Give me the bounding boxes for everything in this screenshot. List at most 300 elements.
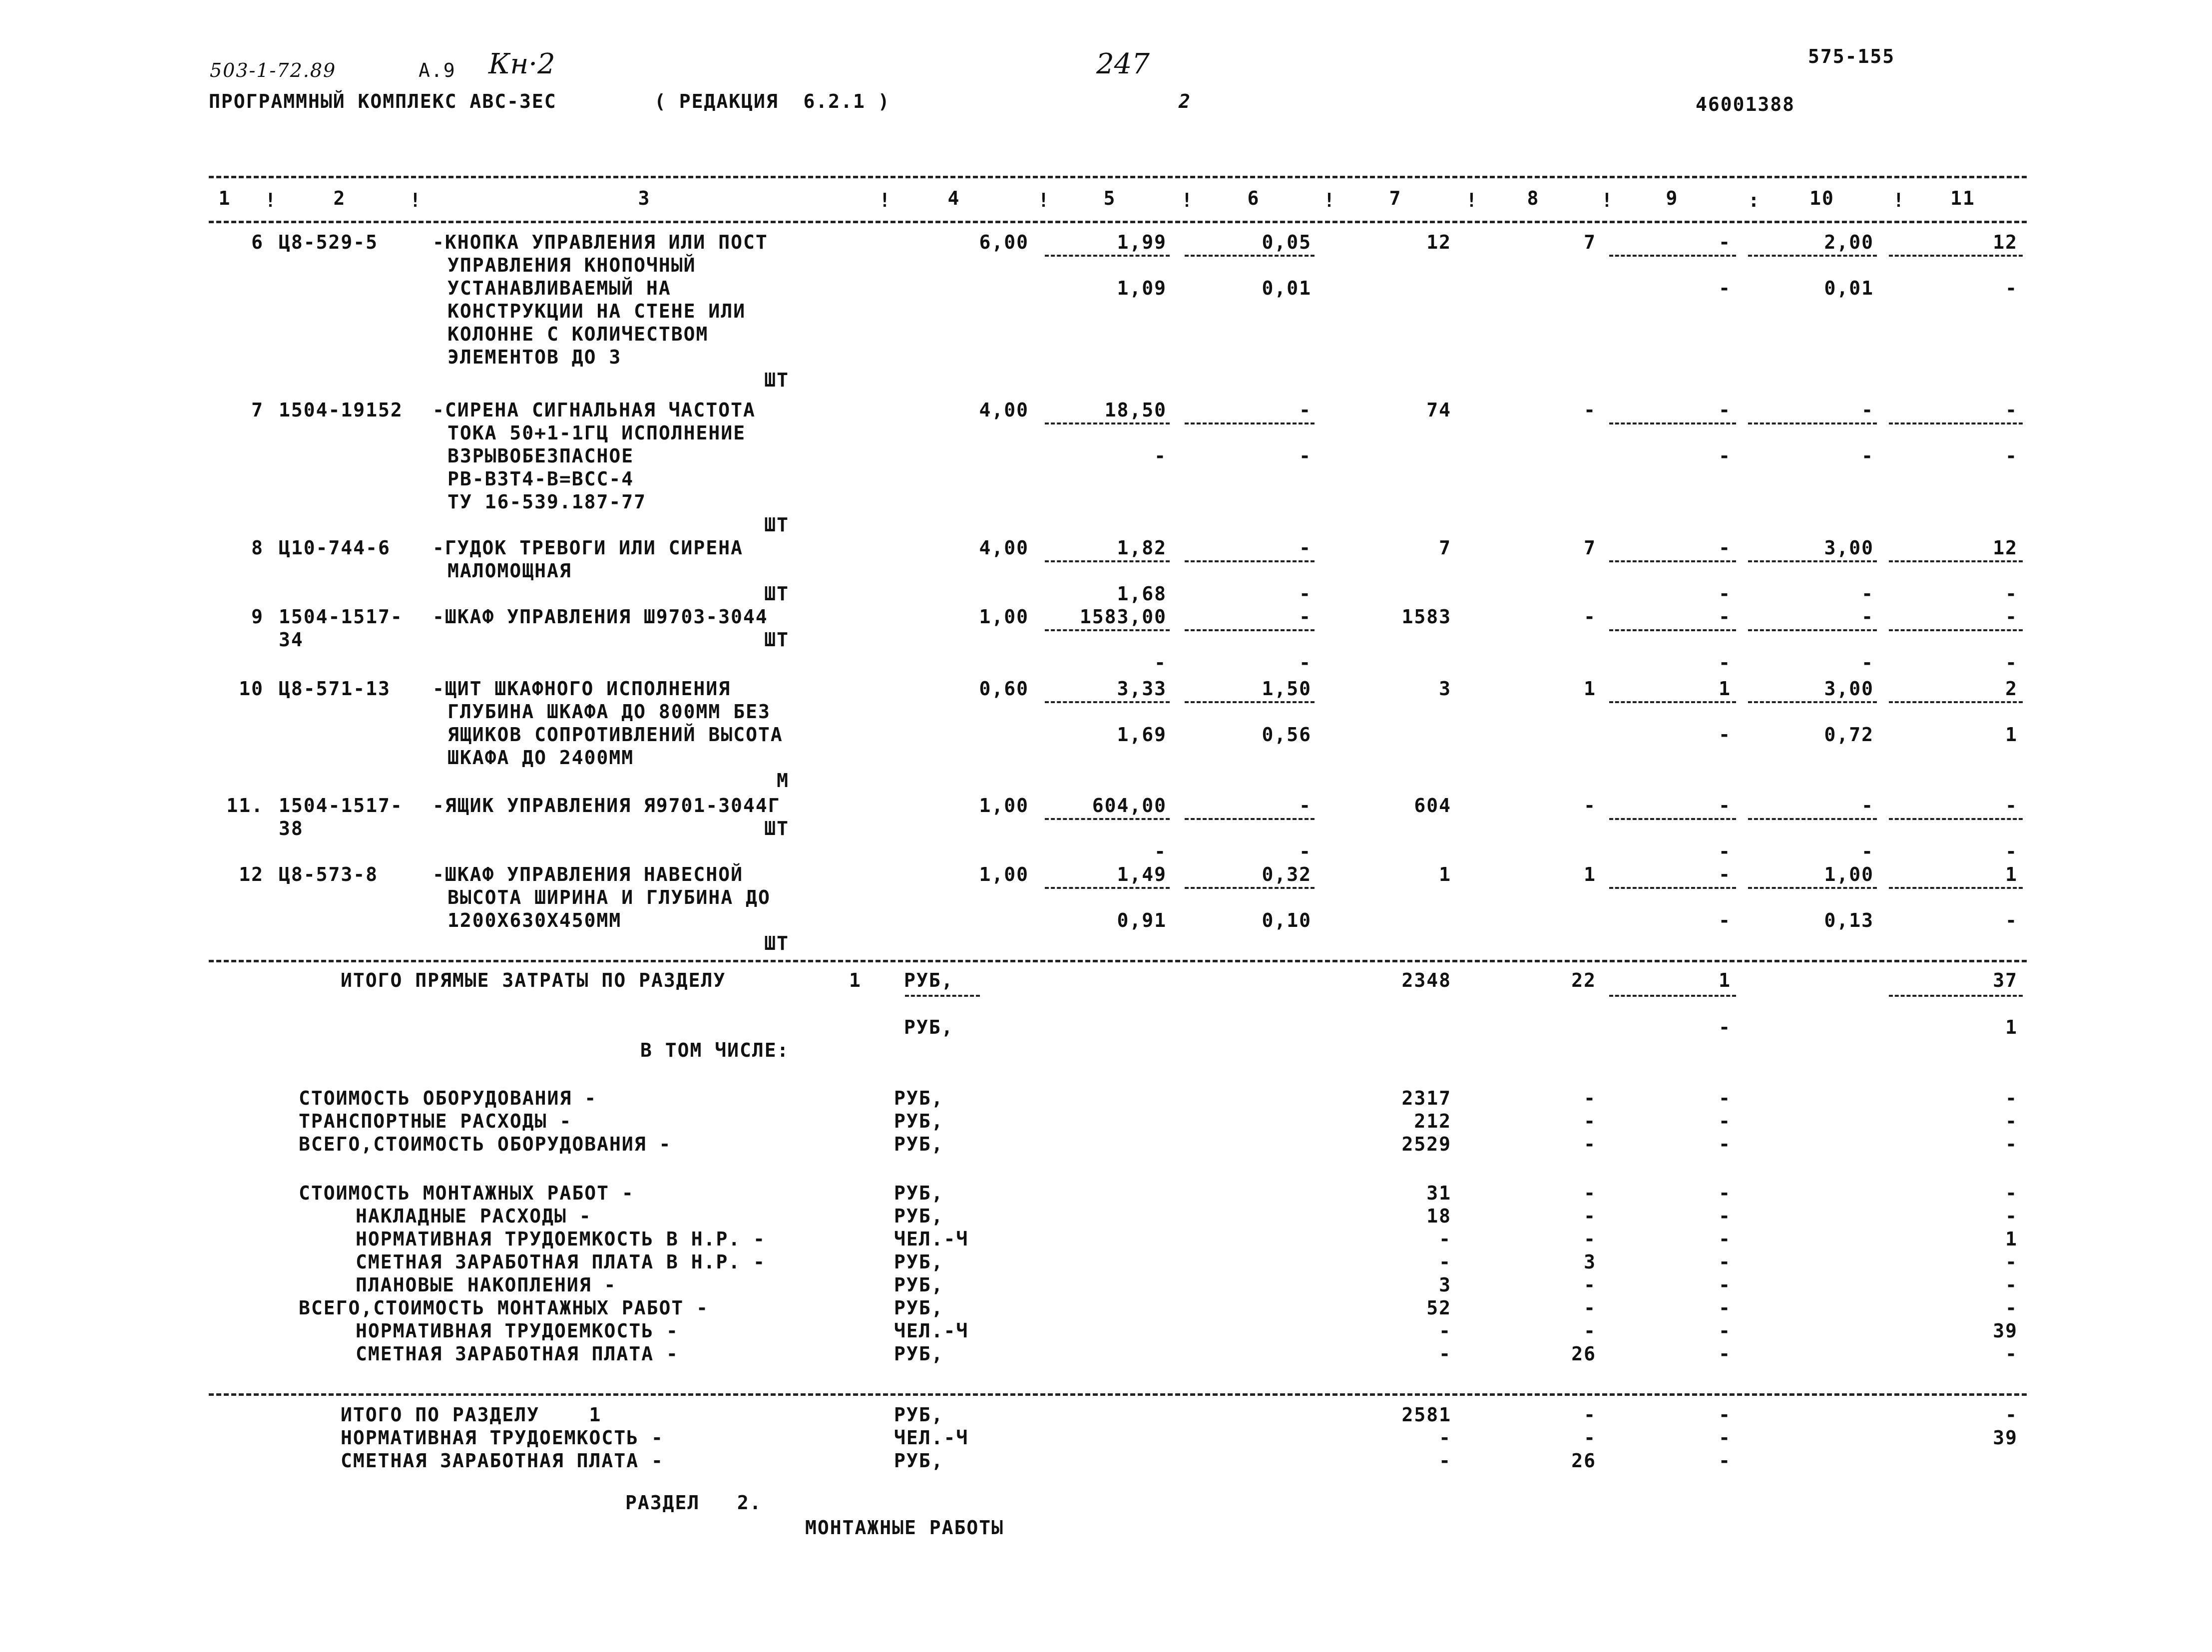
row-unit: ШТ	[764, 369, 789, 391]
summary-label: ПЛАНОВЫЕ НАКОПЛЕНИЯ -	[356, 1274, 617, 1296]
summary-col9: -	[1719, 1133, 1731, 1155]
summary-col7: 3	[1439, 1274, 1451, 1296]
col11-cell: 12	[1993, 231, 2018, 253]
row-number: 9	[251, 606, 264, 628]
total-cost-cell: 7	[1439, 537, 1451, 559]
final-unit: РУБ,	[894, 1404, 944, 1426]
summary-col11: -	[2005, 1133, 2018, 1155]
summary-label: ТРАНСПОРТНЫЕ РАСХОДЫ -	[299, 1110, 572, 1132]
col11-cell: 1	[2005, 863, 2018, 885]
summary-col7: -	[1439, 1320, 1451, 1342]
cell-divider	[1185, 701, 1315, 703]
col10-sub-cell: 0,13	[1824, 909, 1874, 931]
col6-cell: -	[1299, 399, 1312, 421]
col11-cell: 2	[2005, 678, 2018, 700]
col8-cell: -	[1584, 795, 1596, 817]
total-cost-cell: 74	[1426, 399, 1451, 421]
column-header-5: 5	[1103, 187, 1116, 209]
col6-wage-cell: 0,56	[1262, 724, 1312, 746]
summary-unit: РУБ,	[894, 1274, 944, 1296]
summary-col9: -	[1719, 1182, 1731, 1204]
col9-cell: -	[1719, 795, 1731, 817]
cell-divider	[1889, 255, 2023, 257]
cell-divider	[1185, 629, 1315, 631]
row-unit: ШТ	[764, 932, 789, 954]
summary-col9: -	[1719, 1343, 1731, 1365]
summary-col7: -	[1439, 1343, 1451, 1365]
col8-cell: 1	[1584, 678, 1596, 700]
col6-wage-cell: -	[1299, 652, 1312, 674]
row-description: ТУ 16-539.187-77	[447, 491, 647, 513]
direct-total-section: 1	[849, 969, 862, 991]
summary-col11: -	[2005, 1297, 2018, 1319]
col10-cell: 2,00	[1824, 231, 1874, 253]
row-number: 7	[251, 399, 264, 421]
cell-divider	[1748, 422, 1877, 424]
summary-col8: -	[1584, 1133, 1596, 1155]
row-description: -ГУДОК ТРЕВОГИ ИЛИ СИРЕНА	[433, 537, 743, 559]
direct-total-unit: РУБ,	[904, 969, 954, 991]
row-code: 1504-19152	[279, 399, 403, 421]
row-unit: ШТ	[764, 629, 789, 651]
final-unit: РУБ,	[894, 1450, 944, 1472]
unit-price-wage-cell: 0,91	[1117, 909, 1167, 931]
summary-col9: -	[1719, 1320, 1731, 1342]
col11-cell: 12	[1993, 537, 2018, 559]
unit-price-cell: 1,99	[1117, 231, 1167, 253]
summary-unit: РУБ,	[894, 1205, 944, 1227]
col10-sub-cell: -	[1861, 652, 1874, 674]
total-cost-cell: 604	[1414, 795, 1451, 817]
cell-divider	[1889, 422, 2023, 424]
summary-col7: 31	[1426, 1182, 1451, 1204]
col11-cell: -	[2005, 399, 2018, 421]
col9-cell: 1	[1719, 678, 1731, 700]
cell-divider	[1748, 255, 1877, 257]
col10-cell: -	[1861, 795, 1874, 817]
row-description: КОНСТРУКЦИИ НА СТЕНЕ ИЛИ	[447, 300, 746, 322]
unit-price-cell: 1583,00	[1079, 606, 1167, 628]
row-code: Ц8-571-13	[279, 678, 391, 700]
unit-price-wage-cell: -	[1154, 445, 1167, 467]
col10-cell: -	[1861, 606, 1874, 628]
row-number: 10	[239, 678, 264, 700]
col10-cell: 3,00	[1824, 678, 1874, 700]
summary-label: СТОИМОСТЬ МОНТАЖНЫХ РАБОТ -	[299, 1182, 634, 1204]
summary-col11: -	[2005, 1343, 2018, 1365]
summary-label: НОРМАТИВНАЯ ТРУДОЕМКОСТЬ В Н.Р. -	[356, 1228, 766, 1250]
unit-price-cell: 18,50	[1104, 399, 1167, 421]
row-unit: ШТ	[764, 818, 789, 839]
summary-col9: -	[1719, 1228, 1731, 1250]
summary-unit: РУБ,	[894, 1343, 944, 1365]
col6-wage-cell: 0,10	[1262, 909, 1312, 931]
including-label: В ТОМ ЧИСЛЕ:	[640, 1039, 790, 1061]
summary-col8: -	[1584, 1205, 1596, 1227]
summary-unit: РУБ,	[894, 1087, 944, 1109]
column-header-1: 1	[218, 187, 231, 209]
column-separator: !	[1466, 189, 1478, 211]
unit-price-wage-cell: -	[1154, 652, 1167, 674]
summary-col9: -	[1719, 1251, 1731, 1273]
row-description: -ШКАФ УПРАВЛЕНИЯ Ш9703-3044	[433, 606, 768, 628]
edition-label: ( РЕДАКЦИЯ 6.2.1 )	[654, 90, 890, 112]
col11-sub-cell: -	[2005, 583, 2018, 605]
row-unit: ШТ	[764, 514, 789, 536]
final-col9: -	[1719, 1404, 1731, 1426]
row-code-continuation: 34	[279, 629, 304, 651]
summary-label: СМЕТНАЯ ЗАРАБОТНАЯ ПЛАТА -	[356, 1343, 679, 1365]
row-code: 1504-1517-	[279, 795, 403, 817]
unit-price-cell: 3,33	[1117, 678, 1167, 700]
unit-price-cell: 1,82	[1117, 537, 1167, 559]
direct-total-unit-2: РУБ,	[904, 1016, 954, 1038]
row-description: -ЯЩИК УПРАВЛЕНИЯ Я9701-3044Г	[433, 795, 781, 817]
row-description: -ЩИТ ШКАФНОГО ИСПОЛНЕНИЯ	[433, 678, 731, 700]
row-description: ГЛУБИНА ШКАФА ДО 800ММ БЕЗ	[447, 701, 771, 723]
cell-divider	[1609, 422, 1736, 424]
col8-cell: -	[1584, 606, 1596, 628]
cell-divider	[1045, 701, 1170, 703]
column-header-8: 8	[1527, 187, 1540, 209]
unit-price-wage-cell: 1,09	[1117, 277, 1167, 299]
final-col11: 39	[1993, 1427, 2018, 1449]
row-description: УПРАВЛЕНИЯ КНОПОЧНЫЙ	[447, 254, 696, 276]
cell-divider	[1045, 560, 1170, 562]
total-cost-cell: 3	[1439, 678, 1451, 700]
summary-col8: -	[1584, 1274, 1596, 1296]
col11-sub-cell: -	[2005, 445, 2018, 467]
summary-unit: ЧЕЛ.-Ч	[894, 1228, 969, 1250]
cell-divider	[1889, 560, 2023, 562]
column-separator: !	[1038, 189, 1050, 211]
cell-divider	[1609, 887, 1736, 889]
column-separator: !	[879, 189, 891, 211]
summary-unit: РУБ,	[894, 1133, 944, 1155]
summary-unit: РУБ,	[894, 1251, 944, 1273]
direct-total-col9: 1	[1719, 969, 1731, 991]
cell-divider	[1889, 818, 2023, 820]
col9-sub-cell: -	[1719, 724, 1731, 746]
summary-label: ВСЕГО,СТОИМОСТЬ ОБОРУДОВАНИЯ -	[299, 1133, 672, 1155]
direct-total-col9-sub: -	[1719, 1016, 1731, 1038]
summary-label: ВСЕГО,СТОИМОСТЬ МОНТАЖНЫХ РАБОТ -	[299, 1297, 709, 1319]
col9-sub-cell: -	[1719, 445, 1731, 467]
row-description: ШКАФА ДО 2400ММ	[447, 747, 634, 769]
cell-divider	[1748, 629, 1877, 631]
row-description: ВЫСОТА ШИРИНА И ГЛУБИНА ДО	[447, 886, 771, 908]
summary-col7: 2317	[1401, 1087, 1451, 1109]
col10-cell: 3,00	[1824, 537, 1874, 559]
col11-sub-cell: -	[2005, 652, 2018, 674]
doc-id: 46001388	[1696, 93, 1795, 115]
column-separator: !	[1893, 189, 1905, 211]
unit-price-wage-cell: 1,68	[1117, 583, 1167, 605]
summary-unit: РУБ,	[894, 1182, 944, 1204]
row-number: 11.	[226, 795, 264, 817]
summary-col11: -	[2005, 1205, 2018, 1227]
summary-col7: 212	[1414, 1110, 1451, 1132]
cell-divider	[1185, 887, 1315, 889]
col6-cell: 0,05	[1262, 231, 1312, 253]
col9-cell: -	[1719, 399, 1731, 421]
col11-sub-cell: -	[2005, 277, 2018, 299]
final-label: СМЕТНАЯ ЗАРАБОТНАЯ ПЛАТА -	[341, 1450, 664, 1472]
final-unit: ЧЕЛ.-Ч	[894, 1427, 969, 1449]
row-unit: ШТ	[764, 583, 789, 605]
row-code: Ц8-573-8	[279, 863, 379, 885]
qty-cell: 1,00	[979, 606, 1029, 628]
summary-unit: ЧЕЛ.-Ч	[894, 1320, 969, 1342]
col10-sub-cell: 0,72	[1824, 724, 1874, 746]
column-separator: !	[1324, 189, 1336, 211]
album-label: А.9	[419, 59, 456, 81]
direct-total-label: ИТОГО ПРЯМЫЕ ЗАТРАТЫ ПО РАЗДЕЛУ	[341, 969, 726, 991]
row-description: 1200Х630Х450ММ	[447, 909, 622, 931]
summary-col11: 1	[2005, 1228, 2018, 1250]
col11-sub-cell: -	[2005, 840, 2018, 862]
row-number: 12	[239, 863, 264, 885]
cell-divider	[1889, 995, 2023, 997]
cell-divider	[1748, 887, 1877, 889]
cell-divider	[1748, 818, 1877, 820]
col8-cell: 7	[1584, 231, 1596, 253]
summary-col8: -	[1584, 1228, 1596, 1250]
summary-label: СМЕТНАЯ ЗАРАБОТНАЯ ПЛАТА В Н.Р. -	[356, 1251, 766, 1273]
summary-label: СТОИМОСТЬ ОБОРУДОВАНИЯ -	[299, 1087, 597, 1109]
col6-cell: 1,50	[1262, 678, 1312, 700]
final-col9: -	[1719, 1450, 1731, 1472]
row-description: -СИРЕНА СИГНАЛЬНАЯ ЧАСТОТА	[433, 399, 756, 421]
final-col11: -	[2005, 1404, 2018, 1426]
summary-col7: 52	[1426, 1297, 1451, 1319]
cell-divider	[1609, 560, 1736, 562]
col11-cell: -	[2005, 606, 2018, 628]
col11-sub-cell: -	[2005, 909, 2018, 931]
program-title: ПРОГРАММНЫЙ КОМПЛЕКС АВС-3ЕС	[209, 90, 557, 112]
cell-divider	[1889, 701, 2023, 703]
qty-cell: 4,00	[979, 399, 1029, 421]
row-description: МАЛОМОЩНАЯ	[447, 560, 572, 582]
row-description: -КНОПКА УПРАВЛЕНИЯ ИЛИ ПОСТ	[433, 231, 768, 253]
summary-col11: -	[2005, 1087, 2018, 1109]
summary-col8: 3	[1584, 1251, 1596, 1273]
col11-cell: -	[2005, 795, 2018, 817]
final-col8: -	[1584, 1404, 1596, 1426]
row-description: УСТАНАВЛИВАЕМЫЙ НА	[447, 277, 671, 299]
rows-end-rule	[209, 960, 2027, 962]
summary-col9: -	[1719, 1205, 1731, 1227]
col9-cell: -	[1719, 537, 1731, 559]
column-header-6: 6	[1247, 187, 1260, 209]
summary-col8: -	[1584, 1182, 1596, 1204]
direct-total-col11-sub: 1	[2005, 1016, 2018, 1038]
column-header-7: 7	[1389, 187, 1402, 209]
col10-sub-cell: 0,01	[1824, 277, 1874, 299]
summary-col8: -	[1584, 1320, 1596, 1342]
summary-col9: -	[1719, 1274, 1731, 1296]
summary-col8: 26	[1571, 1343, 1596, 1365]
cell-divider	[1609, 818, 1736, 820]
final-label: ИТОГО ПО РАЗДЕЛУ 1	[341, 1404, 602, 1426]
direct-total-col11: 37	[1993, 969, 2018, 991]
unit-price-cell: 604,00	[1092, 795, 1167, 817]
table-top-rule	[209, 176, 2027, 178]
col9-sub-cell: -	[1719, 583, 1731, 605]
qty-cell: 1,00	[979, 863, 1029, 885]
column-separator: :	[1748, 189, 1761, 211]
col9-sub-cell: -	[1719, 840, 1731, 862]
col8-cell: -	[1584, 399, 1596, 421]
cell-divider	[1185, 255, 1315, 257]
col9-sub-cell: -	[1719, 277, 1731, 299]
qty-cell: 6,00	[979, 231, 1029, 253]
row-unit: М	[777, 770, 789, 792]
total-cost-cell: 12	[1426, 231, 1451, 253]
row-description: РВ-ВЗТ4-В=ВСС-4	[447, 468, 634, 490]
summary-col11: -	[2005, 1182, 2018, 1204]
summary-col7: -	[1439, 1228, 1451, 1250]
col8-cell: 7	[1584, 537, 1596, 559]
col6-cell: 0,32	[1262, 863, 1312, 885]
col9-sub-cell: -	[1719, 909, 1731, 931]
cell-divider	[1185, 560, 1315, 562]
row-description: ВЗРЫВОБЕЗПАСНОЕ	[447, 445, 634, 467]
qty-cell: 0,60	[979, 678, 1029, 700]
col6-cell: -	[1299, 795, 1312, 817]
cell-divider	[1609, 995, 1736, 997]
row-description: ТОКА 50+1-1ГЦ ИСПОЛНЕНИЕ	[447, 422, 746, 444]
summary-col8: -	[1584, 1087, 1596, 1109]
column-header-9: 9	[1666, 187, 1679, 209]
col9-sub-cell: -	[1719, 652, 1731, 674]
col10-cell: 1,00	[1824, 863, 1874, 885]
cell-divider	[1045, 818, 1170, 820]
column-separator: !	[410, 189, 422, 211]
column-header-4: 4	[947, 187, 960, 209]
col11-sub-cell: 1	[2005, 724, 2018, 746]
row-description: ЭЛЕМЕНТОВ ДО 3	[447, 346, 622, 368]
summary-col8: -	[1584, 1297, 1596, 1319]
summary-col9: -	[1719, 1087, 1731, 1109]
col8-cell: 1	[1584, 863, 1596, 885]
summary-col9: -	[1719, 1110, 1731, 1132]
unit-price-wage-cell: -	[1154, 840, 1167, 862]
total-cost-cell: 1	[1439, 863, 1451, 885]
doc-number: 575-155	[1808, 45, 1895, 67]
summary-col7: 18	[1426, 1205, 1451, 1227]
row-code-continuation: 38	[279, 818, 304, 839]
cell-divider	[1889, 887, 2023, 889]
summary-col11: -	[2005, 1110, 2018, 1132]
column-header-3: 3	[638, 187, 651, 209]
column-separator: !	[265, 189, 277, 211]
cell-divider	[1185, 818, 1315, 820]
summary-col11: -	[2005, 1274, 2018, 1296]
unit-price-wage-cell: 1,69	[1117, 724, 1167, 746]
direct-total-col7: 2348	[1401, 969, 1451, 991]
cell-divider	[1045, 629, 1170, 631]
row-code: Ц8-529-5	[279, 231, 379, 253]
summary-label: НОРМАТИВНАЯ ТРУДОЕМКОСТЬ -	[356, 1320, 679, 1342]
direct-total-col8: 22	[1571, 969, 1596, 991]
final-col7: -	[1439, 1450, 1451, 1472]
qty-cell: 1,00	[979, 795, 1029, 817]
col6-wage-cell: -	[1299, 840, 1312, 862]
section2-label: РАЗДЕЛ 2.	[625, 1492, 762, 1514]
col6-wage-cell: -	[1299, 583, 1312, 605]
total-cost-cell: 1583	[1401, 606, 1451, 628]
doc-code: 503-1-72.89	[210, 59, 337, 81]
summary-col8: -	[1584, 1110, 1596, 1132]
row-number: 6	[251, 231, 264, 253]
cell-divider	[1185, 422, 1315, 424]
cell-divider	[1609, 255, 1736, 257]
table-header-bottom-rule	[209, 221, 2027, 223]
column-header-2: 2	[333, 187, 346, 209]
section2-title: МОНТАЖНЫЕ РАБОТЫ	[805, 1517, 1004, 1539]
row-code: Ц10-744-6	[279, 537, 391, 559]
book-label: Кн·2	[488, 48, 555, 80]
cell-divider	[1748, 560, 1877, 562]
cell-divider	[1748, 701, 1877, 703]
col6-cell: -	[1299, 606, 1312, 628]
column-separator: !	[1181, 189, 1194, 211]
column-header-11: 11	[1950, 187, 1975, 209]
row-code: 1504-1517-	[279, 606, 403, 628]
row-number: 8	[251, 537, 264, 559]
col10-sub-cell: -	[1861, 583, 1874, 605]
row-description: -ШКАФ УПРАВЛЕНИЯ НАВЕСНОЙ	[433, 863, 743, 885]
summary-col11: -	[2005, 1251, 2018, 1273]
summary-unit: РУБ,	[894, 1110, 944, 1132]
final-label: НОРМАТИВНАЯ ТРУДОЕМКОСТЬ -	[341, 1427, 664, 1449]
col9-cell: -	[1719, 863, 1731, 885]
col9-cell: -	[1719, 231, 1731, 253]
col9-cell: -	[1719, 606, 1731, 628]
page-handwritten: 247	[1096, 48, 1150, 80]
summary-label: НАКЛАДНЫЕ РАСХОДЫ -	[356, 1205, 592, 1227]
cell-divider	[1609, 629, 1736, 631]
col10-sub-cell: -	[1861, 840, 1874, 862]
cell-divider	[1045, 255, 1170, 257]
summary-col11: 39	[1993, 1320, 2018, 1342]
column-header-10: 10	[1809, 187, 1834, 209]
cell-divider	[1609, 701, 1736, 703]
cell-divider	[1045, 887, 1170, 889]
column-separator: !	[1601, 189, 1614, 211]
final-col7: -	[1439, 1427, 1451, 1449]
cell-divider	[1045, 422, 1170, 424]
summary-col9: -	[1719, 1297, 1731, 1319]
qty-cell: 4,00	[979, 537, 1029, 559]
col6-cell: -	[1299, 537, 1312, 559]
final-col8: 26	[1571, 1450, 1596, 1472]
final-col7: 2581	[1401, 1404, 1451, 1426]
cell-divider	[905, 995, 980, 997]
col10-sub-cell: -	[1861, 445, 1874, 467]
final-col8: -	[1584, 1427, 1596, 1449]
summary-unit: РУБ,	[894, 1297, 944, 1319]
row-description: КОЛОННЕ С КОЛИЧЕСТВОМ	[447, 323, 709, 345]
col6-wage-cell: 0,01	[1262, 277, 1312, 299]
col6-wage-cell: -	[1299, 445, 1312, 467]
summary-end-rule	[209, 1393, 2027, 1396]
summary-col7: -	[1439, 1251, 1451, 1273]
cell-divider	[1889, 629, 2023, 631]
col10-cell: -	[1861, 399, 1874, 421]
sheet-number: 2	[1179, 90, 1191, 112]
